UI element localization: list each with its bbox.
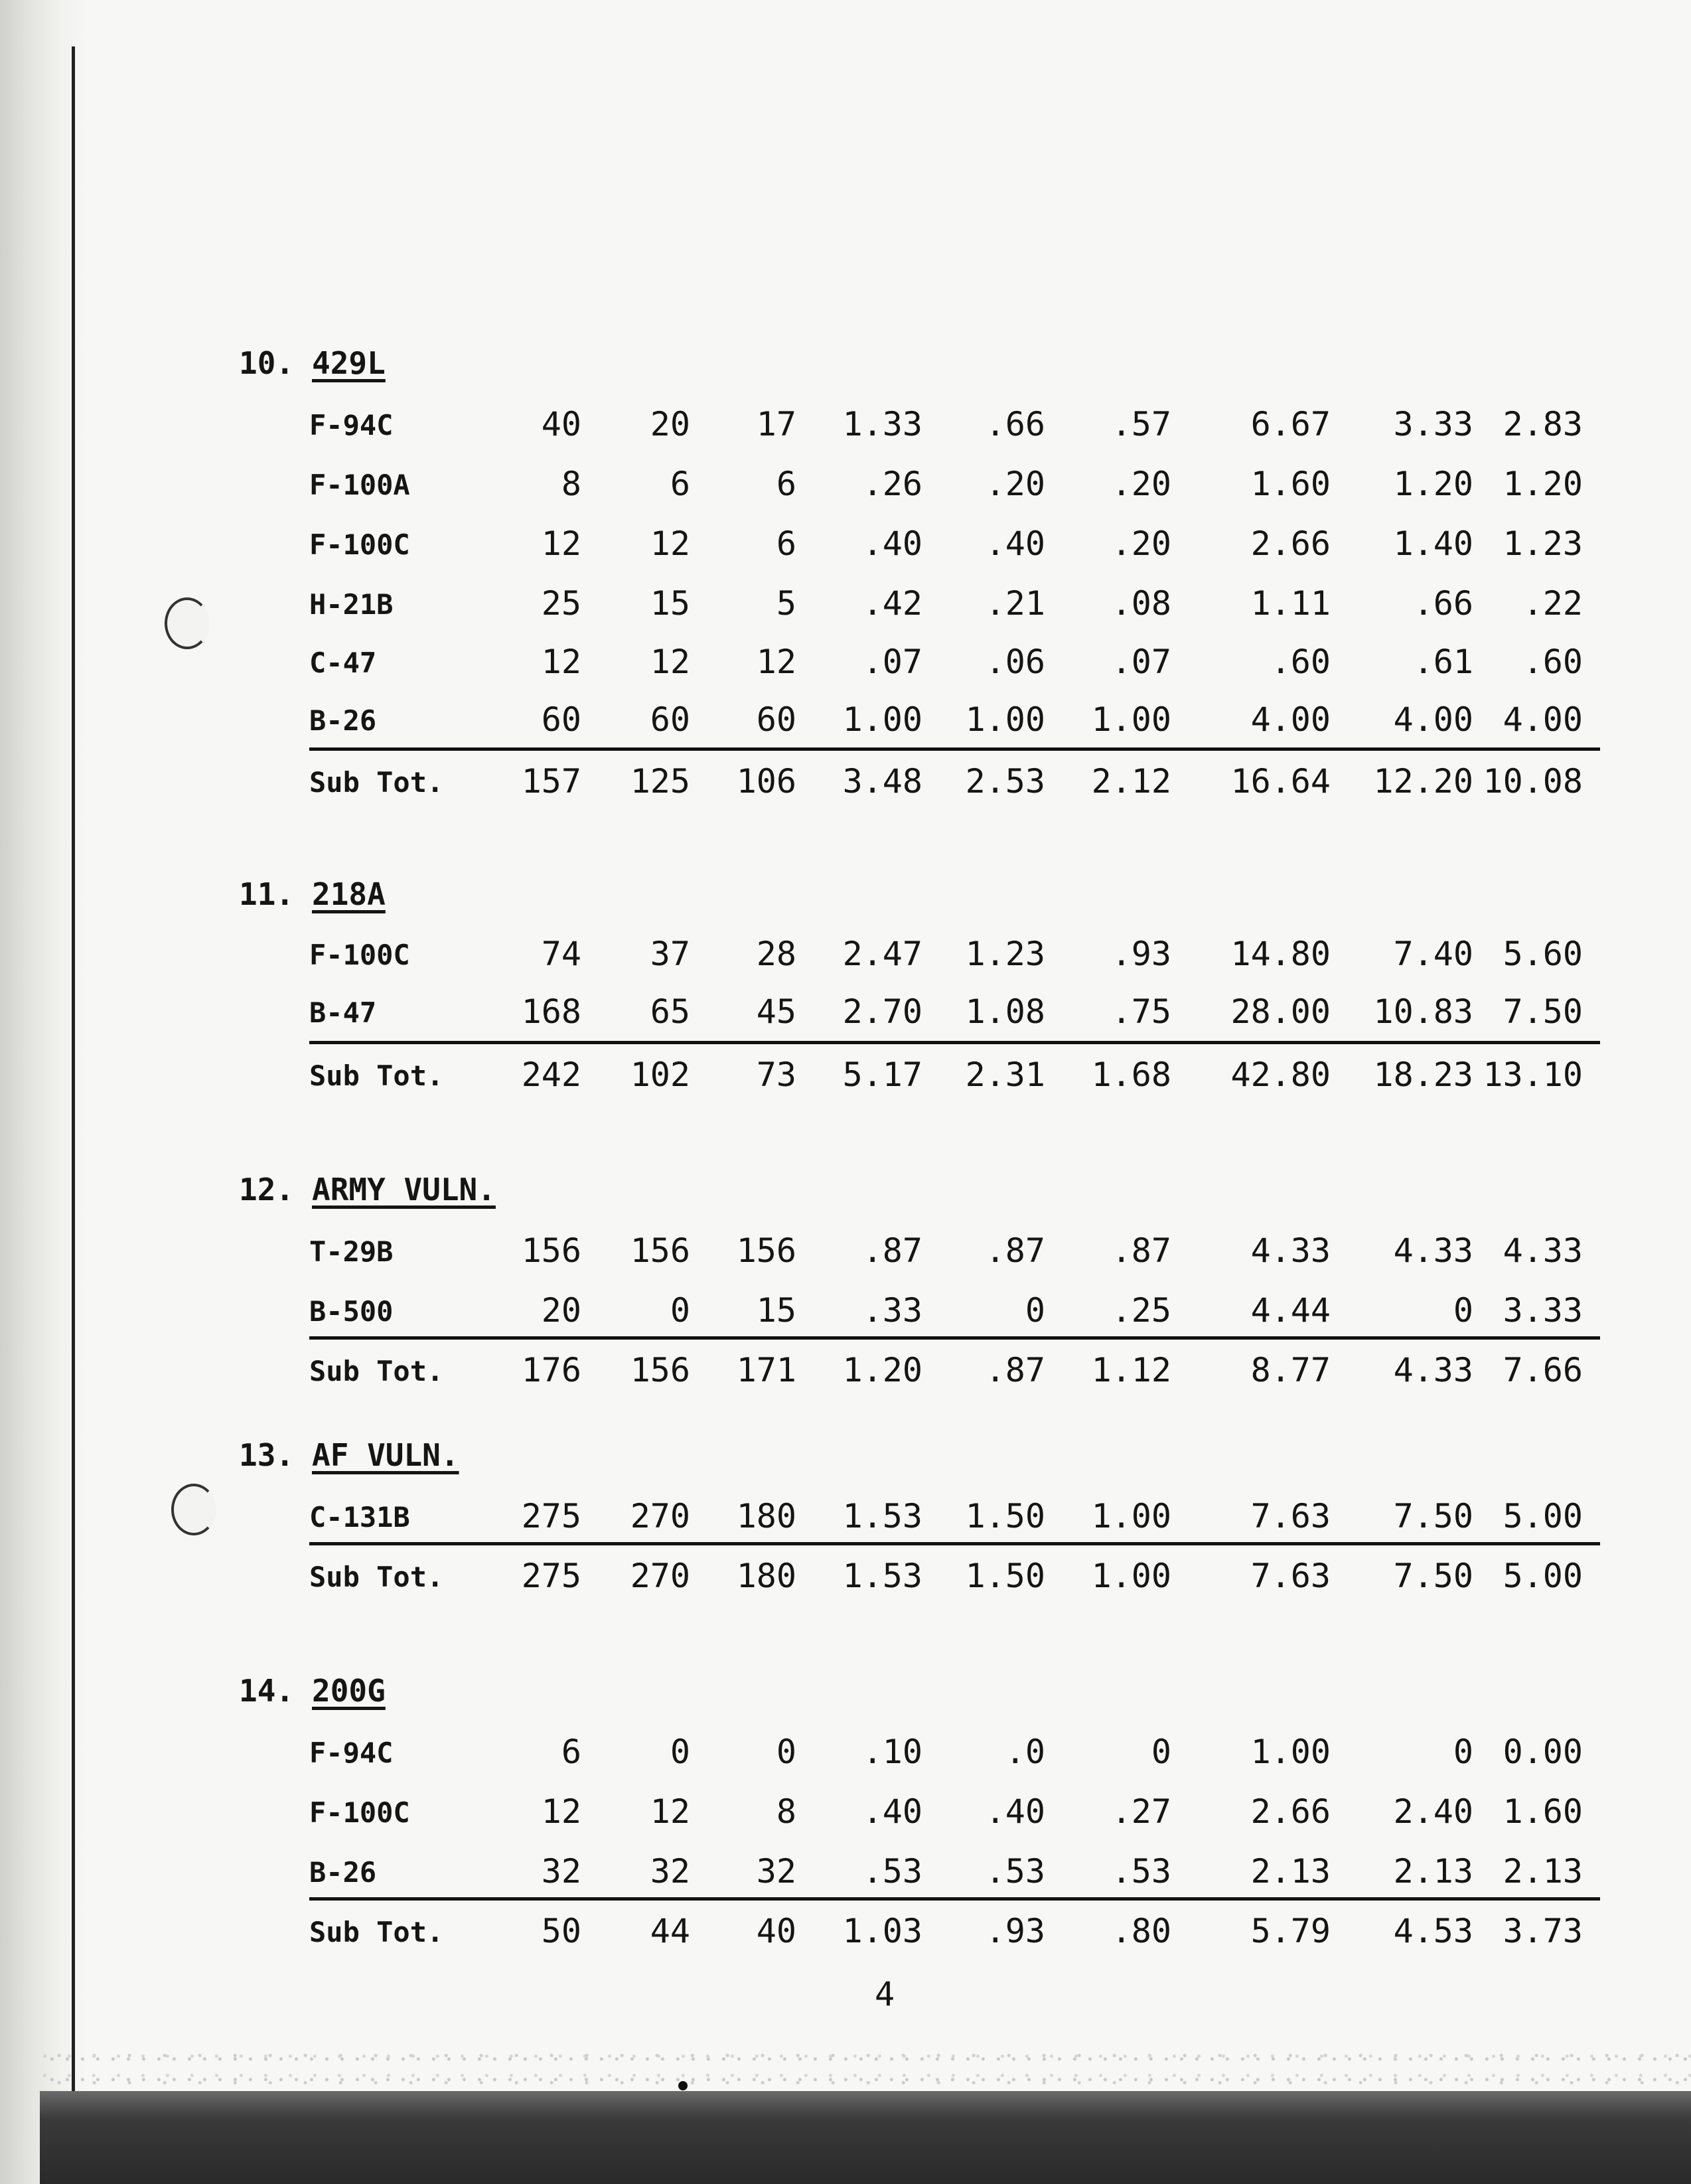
subtotal-row	[0, 762, 1691, 815]
page-number: 4	[875, 1975, 895, 2013]
table-row	[0, 405, 1691, 458]
value-cell: 0	[1025, 1291, 1045, 1330]
row-label: F-94C	[309, 1737, 394, 1769]
value-cell: 168	[521, 992, 581, 1031]
value-cell: 171	[736, 1351, 796, 1389]
subtotal-rule	[309, 1041, 1600, 1044]
value-cell: 3.33	[1503, 1291, 1583, 1330]
value-cell: 5.17	[842, 1055, 922, 1094]
value-cell: .66	[1413, 584, 1473, 623]
row-label: Sub Tot.	[309, 1561, 444, 1593]
value-cell: .87	[1111, 1231, 1171, 1270]
row-label: Sub Tot.	[309, 1355, 444, 1387]
row-label: F-94C	[309, 409, 394, 441]
value-cell: .33	[862, 1291, 922, 1330]
section-title: 218A	[312, 876, 386, 912]
value-cell: 3.48	[842, 762, 922, 801]
value-cell: 1.00	[965, 700, 1045, 739]
value-cell: 1.40	[1393, 524, 1473, 563]
row-label: C-131B	[309, 1501, 410, 1533]
row-label: B-26	[309, 704, 377, 737]
value-cell: .87	[862, 1231, 922, 1270]
value-cell: 2.13	[1250, 1852, 1331, 1891]
table-row	[0, 1792, 1691, 1845]
value-cell: 6	[776, 465, 796, 503]
value-cell: 13.10	[1483, 1055, 1583, 1094]
value-cell: 20	[650, 405, 690, 443]
value-cell: 73	[756, 1055, 796, 1094]
value-cell: 270	[630, 1557, 690, 1595]
section-title: ARMY VULN.	[312, 1172, 496, 1208]
value-cell: 1.20	[1503, 465, 1583, 503]
value-cell: .20	[1111, 465, 1171, 503]
value-cell: .27	[1111, 1792, 1171, 1831]
value-cell: .93	[1111, 935, 1171, 973]
value-cell: 5.00	[1503, 1497, 1583, 1535]
value-cell: 5.79	[1250, 1912, 1331, 1950]
value-cell: 4.00	[1250, 700, 1331, 739]
value-cell: 16.64	[1230, 762, 1331, 801]
value-cell: .57	[1111, 405, 1171, 443]
value-cell: 2.53	[965, 762, 1045, 801]
row-label: B-500	[309, 1295, 394, 1328]
value-cell: 40	[756, 1912, 796, 1950]
value-cell: 4.44	[1250, 1291, 1331, 1330]
subtotal-row	[0, 1055, 1691, 1109]
value-cell: .87	[985, 1231, 1045, 1270]
row-label: Sub Tot.	[309, 1916, 444, 1948]
value-cell: 45	[756, 992, 796, 1031]
value-cell: 156	[630, 1231, 690, 1270]
value-cell: 2.47	[842, 935, 922, 973]
value-cell: 32	[541, 1852, 581, 1891]
row-label: F-100C	[309, 1796, 410, 1829]
value-cell: .60	[1522, 643, 1583, 681]
value-cell: 176	[521, 1351, 581, 1389]
section-number: 14.	[239, 1673, 295, 1709]
value-cell: 32	[756, 1852, 796, 1891]
value-cell: 4.53	[1393, 1912, 1473, 1950]
value-cell: 1.08	[965, 992, 1045, 1031]
value-cell: 15	[756, 1291, 796, 1330]
section-heading	[239, 345, 386, 381]
value-cell: 0	[1453, 1291, 1473, 1330]
value-cell: 40	[541, 405, 581, 443]
value-cell: 0	[670, 1733, 690, 1771]
table-row	[0, 643, 1691, 696]
value-cell: 1.00	[1250, 1733, 1331, 1771]
section-heading	[239, 1172, 496, 1208]
value-cell: 10.83	[1373, 992, 1473, 1031]
value-cell: 2.40	[1393, 1792, 1473, 1831]
value-cell: 60	[541, 700, 581, 739]
subtotal-rule	[309, 1542, 1600, 1545]
value-cell: 50	[541, 1912, 581, 1950]
value-cell: 4.33	[1250, 1231, 1331, 1270]
row-label: F-100C	[309, 528, 410, 561]
value-cell: .40	[985, 1792, 1045, 1831]
value-cell: 2.13	[1503, 1852, 1583, 1891]
value-cell: 15	[650, 584, 690, 623]
value-cell: 156	[736, 1231, 796, 1270]
scan-noise	[40, 2045, 1691, 2098]
value-cell: 4.33	[1503, 1231, 1583, 1270]
value-cell: 12	[650, 524, 690, 563]
section-heading	[239, 1437, 459, 1473]
subtotal-rule	[309, 1897, 1600, 1901]
value-cell: 1.23	[965, 935, 1045, 973]
value-cell: .53	[1111, 1852, 1171, 1891]
section-number: 13.	[239, 1437, 295, 1473]
value-cell: 180	[736, 1557, 796, 1595]
value-cell: .53	[985, 1852, 1045, 1891]
table-row	[0, 700, 1691, 753]
value-cell: 1.68	[1091, 1055, 1171, 1094]
value-cell: .60	[1270, 643, 1331, 681]
value-cell: 7.66	[1503, 1351, 1583, 1389]
value-cell: .40	[985, 524, 1045, 563]
value-cell: 44	[650, 1912, 690, 1950]
scan-bottom-band	[40, 2091, 1691, 2184]
value-cell: 12.20	[1373, 762, 1473, 801]
value-cell: 3.33	[1393, 405, 1473, 443]
row-label: T-29B	[309, 1235, 394, 1268]
row-label: Sub Tot.	[309, 766, 444, 799]
value-cell: 1.60	[1250, 465, 1331, 503]
value-cell: 1.00	[842, 700, 922, 739]
value-cell: 2.12	[1091, 762, 1171, 801]
table-row	[0, 465, 1691, 518]
value-cell: 102	[630, 1055, 690, 1094]
row-label: C-47	[309, 647, 377, 679]
subtotal-rule	[309, 1336, 1600, 1340]
value-cell: .93	[985, 1912, 1045, 1950]
value-cell: 12	[650, 1792, 690, 1831]
value-cell: 0	[1453, 1733, 1473, 1771]
value-cell: 1.60	[1503, 1792, 1583, 1831]
value-cell: 2.70	[842, 992, 922, 1031]
subtotal-row	[0, 1912, 1691, 1965]
value-cell: 28.00	[1230, 992, 1331, 1031]
value-cell: 2.13	[1393, 1852, 1473, 1891]
subtotal-row	[0, 1557, 1691, 1610]
value-cell: .87	[985, 1351, 1045, 1389]
value-cell: 275	[521, 1557, 581, 1595]
value-cell: 2.66	[1250, 524, 1331, 563]
value-cell: 60	[650, 700, 690, 739]
section-number: 11.	[239, 876, 295, 912]
value-cell: .10	[862, 1733, 922, 1771]
value-cell: .75	[1111, 992, 1171, 1031]
table-row	[0, 1231, 1691, 1285]
value-cell: .20	[985, 465, 1045, 503]
value-cell: 0	[776, 1733, 796, 1771]
value-cell: 5.60	[1503, 935, 1583, 973]
value-cell: .42	[862, 584, 922, 623]
value-cell: 1.50	[965, 1497, 1045, 1535]
section-title: 429L	[312, 345, 386, 381]
row-label: B-26	[309, 1856, 377, 1889]
value-cell: 25	[541, 584, 581, 623]
table-row	[0, 524, 1691, 578]
value-cell: .61	[1413, 643, 1473, 681]
value-cell: 1.53	[842, 1497, 922, 1535]
value-cell: 1.50	[965, 1557, 1045, 1595]
value-cell: 2.66	[1250, 1792, 1331, 1831]
value-cell: 157	[521, 762, 581, 801]
value-cell: 5	[776, 584, 796, 623]
value-cell: 18.23	[1373, 1055, 1473, 1094]
value-cell: 12	[541, 524, 581, 563]
value-cell: 7.50	[1393, 1497, 1473, 1535]
subtotal-row	[0, 1351, 1691, 1404]
value-cell: 1.53	[842, 1557, 922, 1595]
table-row	[0, 1733, 1691, 1786]
value-cell: 4.00	[1393, 700, 1473, 739]
value-cell: 275	[521, 1497, 581, 1535]
row-label: F-100C	[309, 939, 410, 971]
value-cell: .20	[1111, 524, 1171, 563]
section-heading	[239, 1673, 386, 1709]
value-cell: 6	[776, 524, 796, 563]
section-title: 200G	[312, 1673, 386, 1709]
value-cell: .40	[862, 1792, 922, 1831]
value-cell: 242	[521, 1055, 581, 1094]
value-cell: 6	[670, 465, 690, 503]
value-cell: 20	[541, 1291, 581, 1330]
value-cell: 106	[736, 762, 796, 801]
value-cell: 2.83	[1503, 405, 1583, 443]
value-cell: 1.33	[842, 405, 922, 443]
value-cell: .0	[1005, 1733, 1045, 1771]
value-cell: 12	[541, 643, 581, 681]
value-cell: 4.33	[1393, 1231, 1473, 1270]
value-cell: 42.80	[1230, 1055, 1331, 1094]
value-cell: 270	[630, 1497, 690, 1535]
value-cell: 1.00	[1091, 1497, 1171, 1535]
value-cell: .66	[985, 405, 1045, 443]
section-title: AF VULN.	[312, 1437, 459, 1473]
table-row	[0, 584, 1691, 637]
row-label: Sub Tot.	[309, 1059, 444, 1092]
value-cell: .80	[1111, 1912, 1171, 1950]
value-cell: 7.50	[1393, 1557, 1473, 1595]
value-cell: 37	[650, 935, 690, 973]
value-cell: 7.50	[1503, 992, 1583, 1031]
value-cell: 0	[1151, 1733, 1171, 1771]
section-number: 10.	[239, 345, 295, 381]
value-cell: 8.77	[1250, 1351, 1331, 1389]
value-cell: 7.40	[1393, 935, 1473, 973]
value-cell: .21	[985, 584, 1045, 623]
subtotal-rule	[309, 747, 1600, 751]
row-label: F-100A	[309, 469, 410, 501]
value-cell: 4.33	[1393, 1351, 1473, 1389]
value-cell: 12	[541, 1792, 581, 1831]
value-cell: 3.73	[1503, 1912, 1583, 1950]
value-cell: 1.11	[1250, 584, 1331, 623]
value-cell: 125	[630, 762, 690, 801]
value-cell: 1.00	[1091, 700, 1171, 739]
value-cell: .53	[862, 1852, 922, 1891]
value-cell: 6	[561, 1733, 581, 1771]
value-cell: .07	[1111, 643, 1171, 681]
value-cell: 28	[756, 935, 796, 973]
value-cell: 32	[650, 1852, 690, 1891]
value-cell: 0	[670, 1291, 690, 1330]
table-row	[0, 992, 1691, 1046]
value-cell: .40	[862, 524, 922, 563]
value-cell: .25	[1111, 1291, 1171, 1330]
value-cell: 7.63	[1250, 1557, 1331, 1595]
value-cell: 1.23	[1503, 524, 1583, 563]
value-cell: 8	[561, 465, 581, 503]
section-number: 12.	[239, 1172, 295, 1208]
value-cell: 5.00	[1503, 1557, 1583, 1595]
value-cell: 12	[650, 643, 690, 681]
value-cell: 180	[736, 1497, 796, 1535]
value-cell: .07	[862, 643, 922, 681]
table-row	[0, 935, 1691, 988]
section-heading	[239, 876, 386, 912]
value-cell: 7.63	[1250, 1497, 1331, 1535]
value-cell: .08	[1111, 584, 1171, 623]
value-cell: .06	[985, 643, 1045, 681]
value-cell: .22	[1522, 584, 1583, 623]
row-label: H-21B	[309, 588, 394, 621]
value-cell: 4.00	[1503, 700, 1583, 739]
value-cell: 6.67	[1250, 405, 1331, 443]
value-cell: 1.20	[842, 1351, 922, 1389]
value-cell: 60	[756, 700, 796, 739]
value-cell: 8	[776, 1792, 796, 1831]
value-cell: 156	[521, 1231, 581, 1270]
row-label: B-47	[309, 996, 377, 1029]
value-cell: 17	[756, 405, 796, 443]
value-cell: 1.00	[1091, 1557, 1171, 1595]
value-cell: 10.08	[1483, 762, 1583, 801]
value-cell: 74	[541, 935, 581, 973]
value-cell: 1.20	[1393, 465, 1473, 503]
value-cell: 156	[630, 1351, 690, 1389]
value-cell: 0.00	[1503, 1733, 1583, 1771]
value-cell: 14.80	[1230, 935, 1331, 973]
value-cell: .26	[862, 465, 922, 503]
value-cell: 1.12	[1091, 1351, 1171, 1389]
value-cell: 1.03	[842, 1912, 922, 1950]
value-cell: 12	[756, 643, 796, 681]
value-cell: 65	[650, 992, 690, 1031]
value-cell: 2.31	[965, 1055, 1045, 1094]
